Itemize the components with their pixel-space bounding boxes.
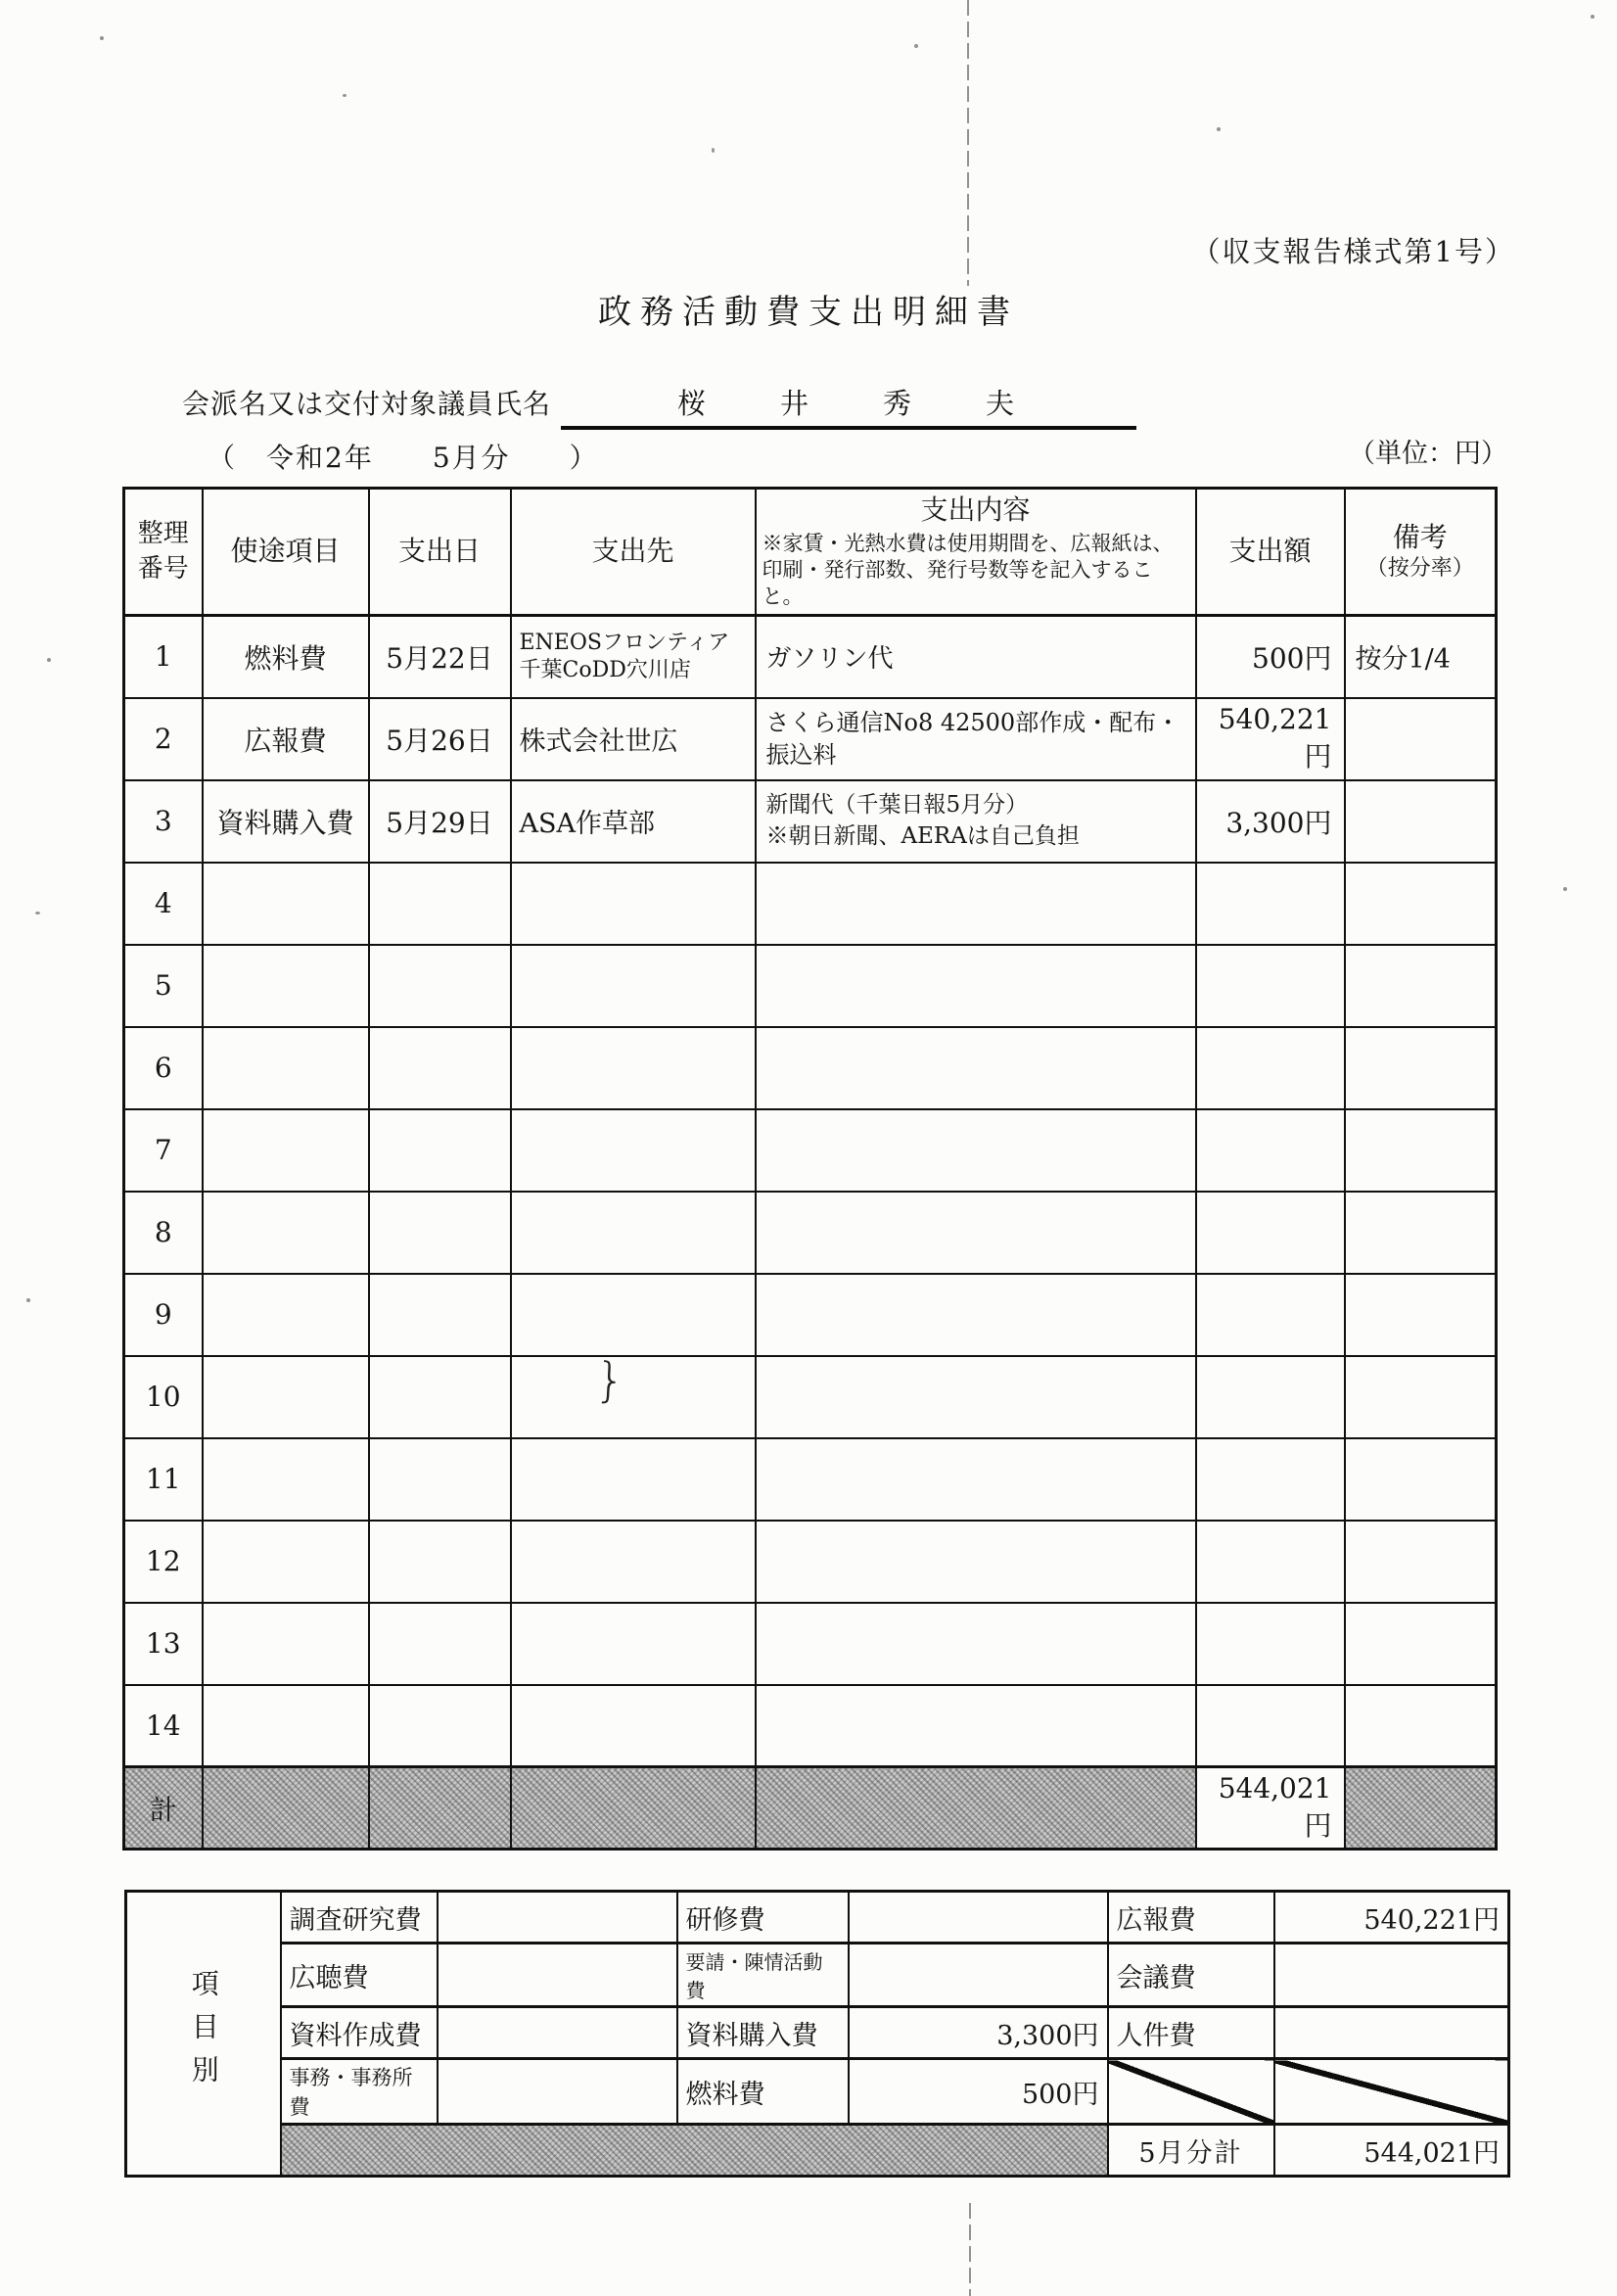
cell-category xyxy=(203,1603,369,1685)
cell-amount: 500円 xyxy=(1196,616,1345,698)
cell-date xyxy=(369,1109,511,1192)
summary-amount xyxy=(1274,1944,1509,2007)
cell-remarks xyxy=(1345,1356,1497,1438)
cell-entry-number: 5 xyxy=(124,945,203,1027)
cell-detail xyxy=(756,1274,1196,1356)
header-remarks-title: 備考 xyxy=(1392,521,1448,553)
cell-entry-number: 10 xyxy=(124,1356,203,1438)
expense-row-empty xyxy=(124,1438,1497,1521)
cell-amount xyxy=(1196,1521,1345,1603)
cell-entry-number: 1 xyxy=(124,616,203,698)
cell-payee: 株式会社世広 xyxy=(511,698,756,780)
stray-pen-mark: } xyxy=(593,1352,626,1409)
header-remarks-sub: （按分率） xyxy=(1365,556,1474,582)
summary-label: 広聴費 xyxy=(281,1944,438,2007)
cell-amount xyxy=(1196,863,1345,945)
cell-payee xyxy=(511,863,756,945)
cell-amount: 3,300円 xyxy=(1196,780,1345,863)
summary-label: 研修費 xyxy=(677,1892,849,1944)
cell-category xyxy=(203,1192,369,1274)
cell-amount xyxy=(1196,1192,1345,1274)
summary-label: 人件費 xyxy=(1108,2007,1274,2059)
summary-label: 調査研究費 xyxy=(281,1892,438,1944)
summary-amount xyxy=(849,1944,1108,2007)
cell-date xyxy=(369,1356,511,1438)
cell-amount xyxy=(1196,1356,1345,1438)
expense-row-empty xyxy=(124,1027,1497,1109)
cell-remarks: 按分1/4 xyxy=(1345,616,1497,698)
total-amount: 544,021円 xyxy=(1196,1767,1345,1850)
cell-category xyxy=(203,1521,369,1603)
cell-date xyxy=(369,1027,511,1109)
expense-row-empty xyxy=(124,863,1497,945)
cell-date xyxy=(369,1274,511,1356)
summary-amount: 500円 xyxy=(849,2059,1108,2125)
header-detail xyxy=(756,489,1196,616)
cell-remarks xyxy=(1345,1192,1497,1274)
summary-row-header-text: 項目別 xyxy=(187,1969,220,2098)
cell-detail-line1: 新聞代（千葉日報5月分） xyxy=(765,792,1029,819)
cell-detail: さくら通信No8 42500部作成・配布・振込料 xyxy=(756,698,1196,780)
cell-category xyxy=(203,1027,369,1109)
header-payee: 支出先 xyxy=(511,489,756,616)
expense-row-empty xyxy=(124,1685,1497,1767)
header-detail-note: ※家賃・光熱水費は使用期間を、広報紙は、印刷・発行部数、発行号数等を記入すること。 xyxy=(762,531,1174,609)
summary-label: 事務・事務所費 xyxy=(281,2059,438,2125)
expense-total-row xyxy=(124,1767,1497,1850)
cell-detail xyxy=(756,780,1196,863)
scan-speck xyxy=(343,94,346,97)
cell-category xyxy=(203,1274,369,1356)
cell-date xyxy=(369,863,511,945)
cell-amount xyxy=(1196,1685,1345,1767)
cell-category xyxy=(203,863,369,945)
total-shaded-cell xyxy=(1345,1767,1497,1850)
cell-payee xyxy=(511,1438,756,1521)
header-category: 使途項目 xyxy=(203,489,369,616)
cell-detail xyxy=(756,1521,1196,1603)
cell-remarks xyxy=(1345,1521,1497,1603)
expense-row-empty xyxy=(124,1521,1497,1603)
cell-entry-number: 11 xyxy=(124,1438,203,1521)
cell-remarks xyxy=(1345,1438,1497,1521)
member-name-line xyxy=(182,382,1136,430)
expense-row xyxy=(124,698,1497,780)
cell-payee xyxy=(511,1521,756,1603)
scan-speck xyxy=(712,148,715,153)
cell-entry-number: 4 xyxy=(124,863,203,945)
cell-entry-number: 12 xyxy=(124,1521,203,1603)
cell-detail xyxy=(756,1603,1196,1685)
scan-speck xyxy=(100,36,104,40)
cell-remarks xyxy=(1345,1603,1497,1685)
fold-line-bottom xyxy=(969,2203,971,2296)
cell-entry-number: 2 xyxy=(124,698,203,780)
expense-row xyxy=(124,780,1497,863)
cell-date xyxy=(369,1192,511,1274)
cell-entry-number: 13 xyxy=(124,1603,203,1685)
page-title: 政務活動費支出明細書 xyxy=(598,293,1019,332)
summary-amount xyxy=(438,2059,677,2125)
cell-detail-line2: ※朝日新聞、AERAは自己負担 xyxy=(765,822,1080,849)
cell-date: 5月26日 xyxy=(369,698,511,780)
cell-amount xyxy=(1196,1438,1345,1521)
cell-date: 5月22日 xyxy=(369,616,511,698)
member-name-value: 桜 井 秀 夫 xyxy=(561,382,1136,430)
cell-payee xyxy=(511,1603,756,1685)
cell-detail xyxy=(756,1438,1196,1521)
cell-detail xyxy=(756,1192,1196,1274)
scan-speck xyxy=(1591,15,1594,19)
cell-detail xyxy=(756,863,1196,945)
summary-label: 燃料費 xyxy=(677,2059,849,2125)
cell-detail xyxy=(756,1027,1196,1109)
expense-row-empty xyxy=(124,945,1497,1027)
expense-row-empty xyxy=(124,1192,1497,1274)
cell-entry-number: 14 xyxy=(124,1685,203,1767)
summary-total-amount: 544,021円 xyxy=(1274,2125,1509,2177)
cell-payee xyxy=(511,945,756,1027)
cell-payee xyxy=(511,1356,756,1438)
category-summary-table xyxy=(124,1890,1510,2178)
total-shaded-cell xyxy=(203,1767,369,1850)
cell-date xyxy=(369,1603,511,1685)
summary-label: 資料購入費 xyxy=(677,2007,849,2059)
summary-row-header xyxy=(126,1892,281,2177)
diagonal-slash-cell xyxy=(1274,2059,1509,2125)
scan-speck xyxy=(47,658,51,662)
summary-row xyxy=(126,2059,1509,2125)
cell-category xyxy=(203,1438,369,1521)
cell-entry-number: 7 xyxy=(124,1109,203,1192)
cell-detail xyxy=(756,945,1196,1027)
unit-note: （単位：円） xyxy=(1349,439,1507,469)
cell-category: 資料購入費 xyxy=(203,780,369,863)
cell-date: 5月29日 xyxy=(369,780,511,863)
summary-row xyxy=(126,2007,1509,2059)
header-remarks xyxy=(1345,489,1497,616)
expense-row xyxy=(124,616,1497,698)
cell-amount xyxy=(1196,1603,1345,1685)
cell-date xyxy=(369,945,511,1027)
expense-row-empty xyxy=(124,1109,1497,1192)
cell-payee: ENEOSフロンティア千葉CoDD穴川店 xyxy=(511,616,756,698)
scan-speck xyxy=(35,912,40,914)
cell-payee xyxy=(511,1109,756,1192)
scan-speck xyxy=(1217,127,1221,131)
summary-amount: 3,300円 xyxy=(849,2007,1108,2059)
header-date: 支出日 xyxy=(369,489,511,616)
summary-amount xyxy=(438,2007,677,2059)
cell-payee xyxy=(511,1274,756,1356)
summary-shaded-cell xyxy=(281,2125,1108,2177)
cell-detail xyxy=(756,1109,1196,1192)
cell-amount xyxy=(1196,945,1345,1027)
report-period: （ 令和2年 5月分 ） xyxy=(208,442,599,474)
summary-row xyxy=(126,1892,1509,1944)
expense-table-header-row xyxy=(124,489,1497,616)
scan-speck xyxy=(26,1298,30,1302)
total-shaded-cell xyxy=(756,1767,1196,1850)
total-shaded-cell xyxy=(511,1767,756,1850)
cell-amount xyxy=(1196,1027,1345,1109)
cell-amount: 540,221円 xyxy=(1196,698,1345,780)
expense-row-empty xyxy=(124,1356,1497,1438)
cell-remarks xyxy=(1345,780,1497,863)
expense-table xyxy=(122,487,1498,1851)
summary-total-row xyxy=(126,2125,1509,2177)
scan-speck xyxy=(1563,887,1567,891)
cell-detail xyxy=(756,1356,1196,1438)
header-entry-number: 整理番号 xyxy=(124,489,203,616)
cell-payee xyxy=(511,1027,756,1109)
total-shaded-cell xyxy=(369,1767,511,1850)
form-code-label: （収支報告様式第1号） xyxy=(1191,235,1515,268)
cell-remarks xyxy=(1345,1274,1497,1356)
cell-remarks xyxy=(1345,863,1497,945)
summary-total-label: 5月分計 xyxy=(1108,2125,1274,2177)
summary-label: 会議費 xyxy=(1108,1944,1274,2007)
cell-category xyxy=(203,945,369,1027)
header-amount: 支出額 xyxy=(1196,489,1345,616)
expense-row-empty xyxy=(124,1603,1497,1685)
summary-row xyxy=(126,1944,1509,2007)
cell-date xyxy=(369,1438,511,1521)
header-detail-title: 支出内容 xyxy=(920,493,1031,527)
cell-date xyxy=(369,1685,511,1767)
cell-detail xyxy=(756,1685,1196,1767)
cell-entry-number: 8 xyxy=(124,1192,203,1274)
cell-category: 広報費 xyxy=(203,698,369,780)
cell-payee: ASA作草部 xyxy=(511,780,756,863)
cell-category xyxy=(203,1356,369,1438)
summary-amount xyxy=(1274,2007,1509,2059)
diagonal-slash-cell xyxy=(1108,2059,1274,2125)
cell-payee xyxy=(511,1685,756,1767)
cell-category xyxy=(203,1109,369,1192)
cell-date xyxy=(369,1521,511,1603)
cell-entry-number: 6 xyxy=(124,1027,203,1109)
cell-remarks xyxy=(1345,1685,1497,1767)
total-label: 計 xyxy=(124,1767,203,1850)
cell-remarks xyxy=(1345,945,1497,1027)
cell-amount xyxy=(1196,1274,1345,1356)
expense-row-empty xyxy=(124,1274,1497,1356)
cell-category: 燃料費 xyxy=(203,616,369,698)
cell-amount xyxy=(1196,1109,1345,1192)
cell-detail: ガソリン代 xyxy=(756,616,1196,698)
summary-amount xyxy=(438,1892,677,1944)
summary-amount xyxy=(849,1892,1108,1944)
cell-payee xyxy=(511,1192,756,1274)
summary-label: 広報費 xyxy=(1108,1892,1274,1944)
member-name-label: 会派名又は交付対象議員氏名 xyxy=(182,388,552,420)
cell-entry-number: 3 xyxy=(124,780,203,863)
summary-label: 要請・陳情活動費 xyxy=(677,1944,849,2007)
cell-remarks xyxy=(1345,1109,1497,1192)
summary-amount xyxy=(438,1944,677,2007)
cell-remarks xyxy=(1345,1027,1497,1109)
cell-entry-number: 9 xyxy=(124,1274,203,1356)
fold-line-top xyxy=(967,0,969,286)
summary-label: 資料作成費 xyxy=(281,2007,438,2059)
scan-speck xyxy=(914,44,918,48)
cell-category xyxy=(203,1685,369,1767)
summary-amount: 540,221円 xyxy=(1274,1892,1509,1944)
cell-remarks xyxy=(1345,698,1497,780)
